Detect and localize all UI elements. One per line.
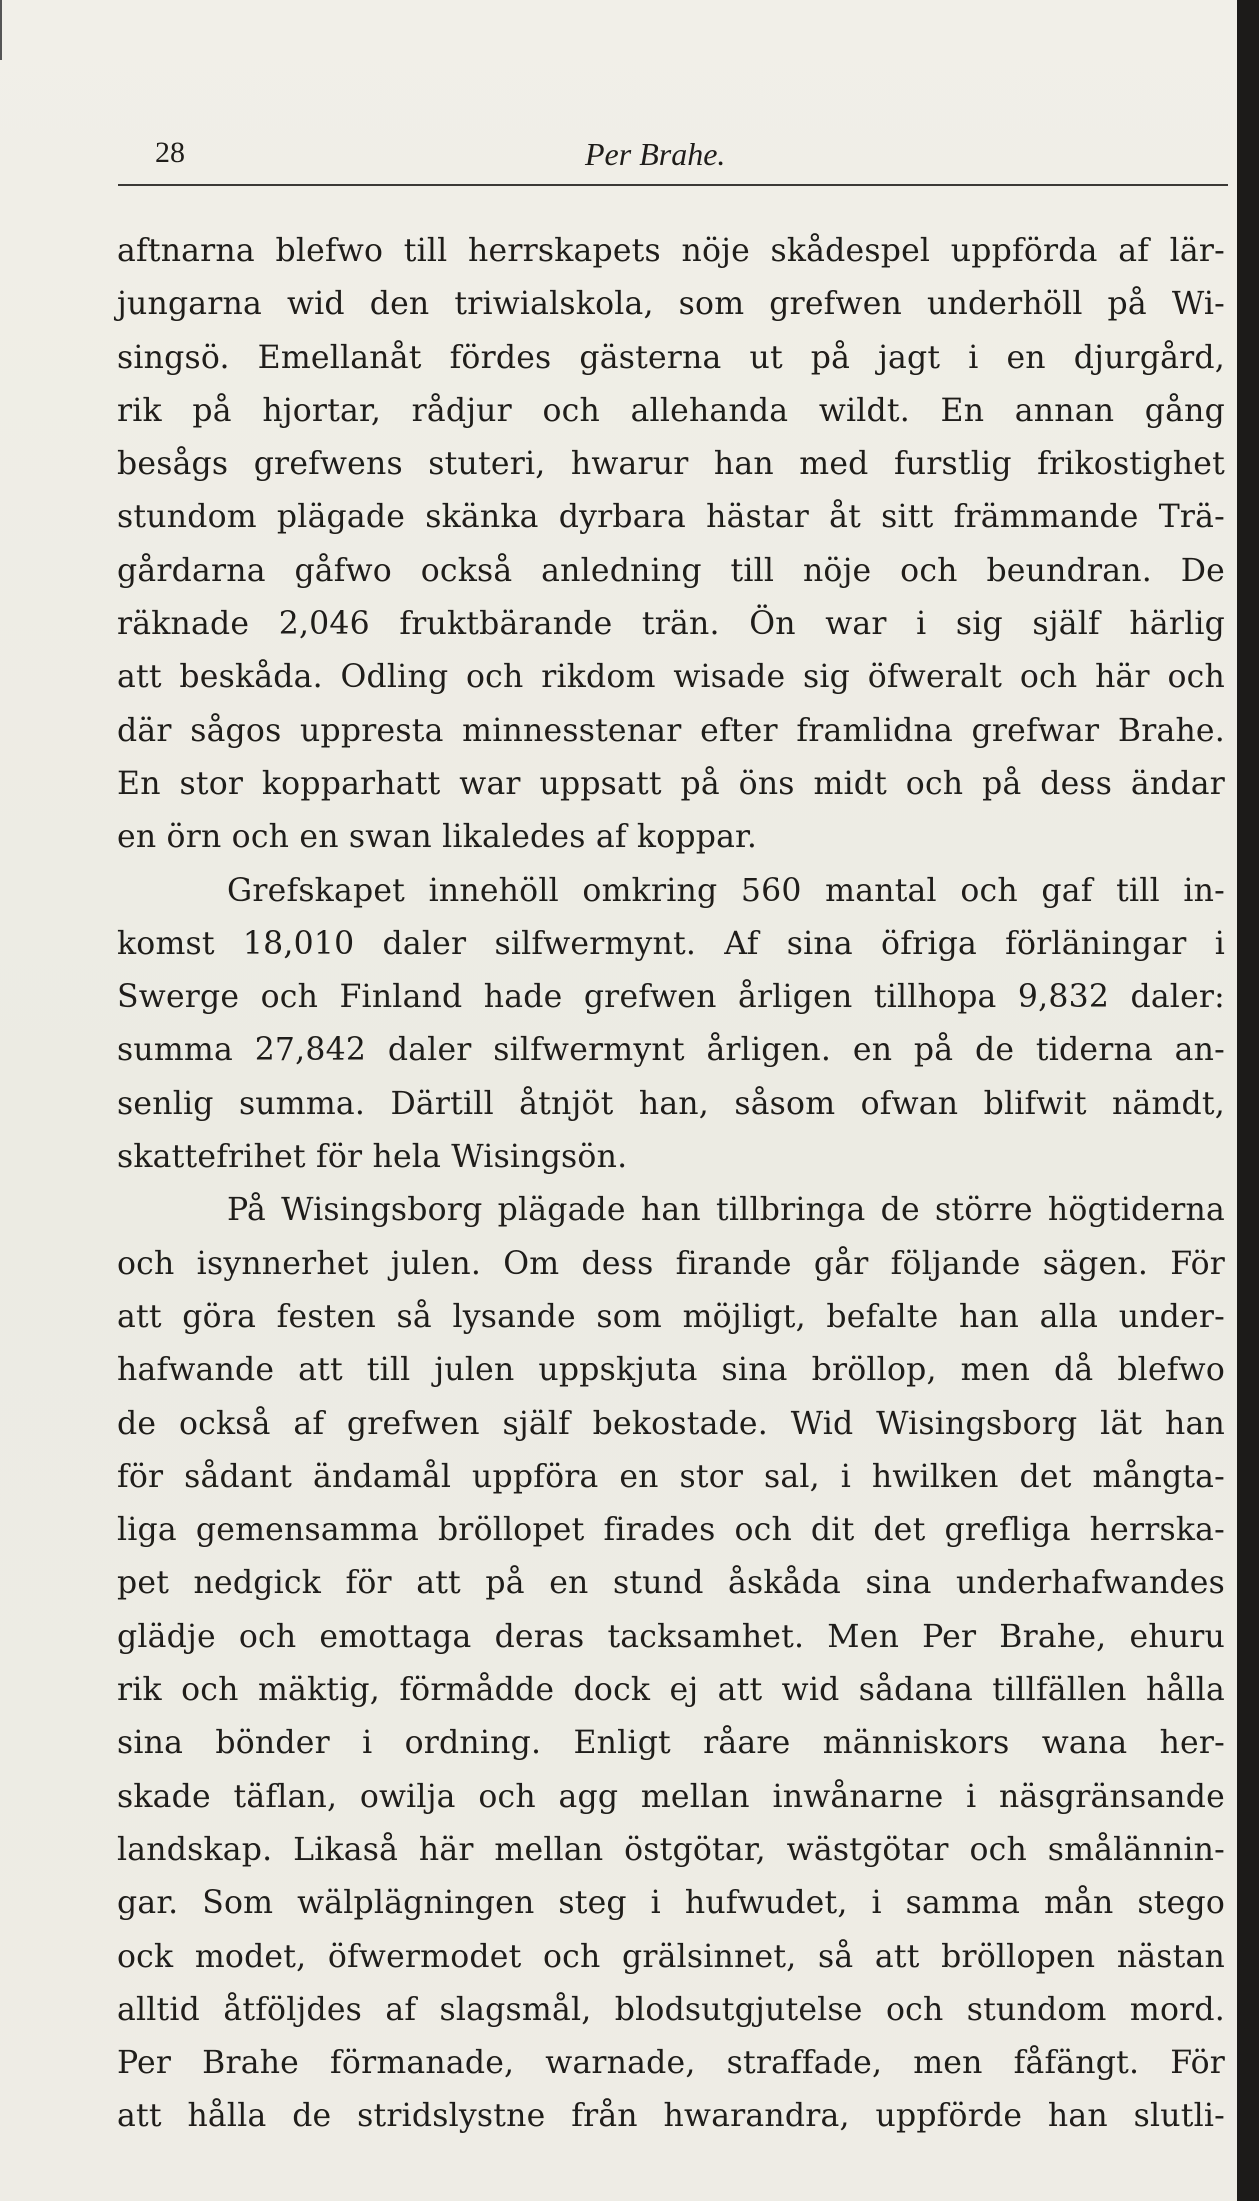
text-line: där sågos uppresta minnesstenar efter framlidna grefwar Brahe. (117, 712, 1225, 749)
text-line: liga gemensamma bröllopet firades och dit det grefliga herrska- (117, 1512, 1225, 1549)
header-rule (118, 184, 1228, 186)
text-line: gårdarna gåfwo också anledning till nöje och beundran. De (117, 552, 1225, 589)
text-line: skattefrihet för hela Wisingsön. (117, 1139, 628, 1176)
text-line: En stor kopparhatt war uppsatt på öns midt och på dess ändar (117, 765, 1225, 802)
text-line: besågs grefwens stuteri, hwarur han med furstlig frikostighet (117, 446, 1225, 483)
text-line: alltid åtföljdes af slagsmål, blodsutgjutelse och stundom mord. (117, 1991, 1225, 2028)
text-line: att hålla de stridslystne från hwarandra, uppförde han slutli- (117, 2098, 1225, 2135)
text-line: sina bönder i ordning. Enligt råare människors wana her- (117, 1725, 1225, 1762)
text-line: för sådant ändamål uppföra en stor sal, i hwilken det mångta- (117, 1458, 1225, 1495)
text-line: jungarna wid den triwialskola, som grefwen underhöll på Wi- (117, 286, 1225, 323)
text-line: På Wisingsborg plägade han tillbringa de större högtiderna (227, 1192, 1225, 1229)
text-line: senlig summa. Därtill åtnjöt han, såsom ofwan blifwit nämdt, (117, 1085, 1225, 1122)
text-line: komst 18,010 daler silfwermynt. Af sina öfriga förläningar i (117, 925, 1225, 962)
text-line: stundom plägade skänka dyrbara hästar åt sitt främmande Trä- (117, 499, 1225, 536)
text-line: räknade 2,046 fruktbärande trän. Ön war i sig själf härlig (117, 606, 1225, 643)
page-number: 28 (155, 136, 185, 169)
page-header (155, 136, 1225, 180)
text-line: hafwande att till julen uppskjuta sina bröllop, men då blefwo (117, 1352, 1225, 1389)
scan-dark-edge (1237, 0, 1259, 2201)
text-line: de också af grefwen själf bekostade. Wid Wisingsborg lät han (117, 1405, 1225, 1442)
text-line: att göra festen så lysande som möjligt, befalte han alla under- (117, 1298, 1225, 1335)
text-line: glädje och emottaga deras tacksamhet. Men Per Brahe, ehuru (117, 1618, 1225, 1655)
text-line: och isynnerhet julen. Om dess firande går följande sägen. För (117, 1245, 1225, 1282)
text-line: rik på hjortar, rådjur och allehanda wildt. En annan gång (117, 392, 1225, 429)
text-line: singsö. Emellanåt fördes gästerna ut på jagt i en djurgård, (117, 339, 1225, 376)
text-line: att beskåda. Odling och rikdom wisade sig öfweralt och här och (117, 659, 1225, 696)
text-line: skade täflan, owilja och agg mellan inwånarne i näsgränsande (117, 1778, 1225, 1815)
text-line: rik och mäktig, förmådde dock ej att wid sådana tillfällen hålla (117, 1672, 1225, 1709)
text-line: Per Brahe förmanade, warnade, straffade, men fåfängt. För (117, 2045, 1225, 2082)
text-line: gar. Som wälplägningen steg i hufwudet, i samma mån stego (117, 1885, 1225, 1922)
text-line: Grefskapet innehöll omkring 560 mantal och gaf till in- (227, 872, 1225, 909)
scan-edge-mark (0, 0, 2, 60)
text-line: pet nedgick för att på en stund åskåda sina underhafwandes (117, 1565, 1225, 1602)
body-text (117, 225, 1225, 2144)
text-line: summa 27,842 daler silfwermynt årligen. en på de tiderna an- (117, 1032, 1225, 1069)
text-line: Swerge och Finland hade grefwen årligen tillhopa 9,832 daler: (117, 979, 1225, 1016)
text-line: landskap. Likaså här mellan östgötar, wästgötar och smålännin- (117, 1831, 1225, 1868)
text-line: aftnarna blefwo till herrskapets nöje skådespel uppförda af lär- (117, 233, 1225, 269)
running-title: Per Brahe. (585, 136, 726, 172)
text-line: ock modet, öfwermodet och grälsinnet, så att bröllopen nästan (117, 1938, 1225, 1975)
text-line: en örn och en swan likaledes af koppar. (117, 819, 758, 856)
